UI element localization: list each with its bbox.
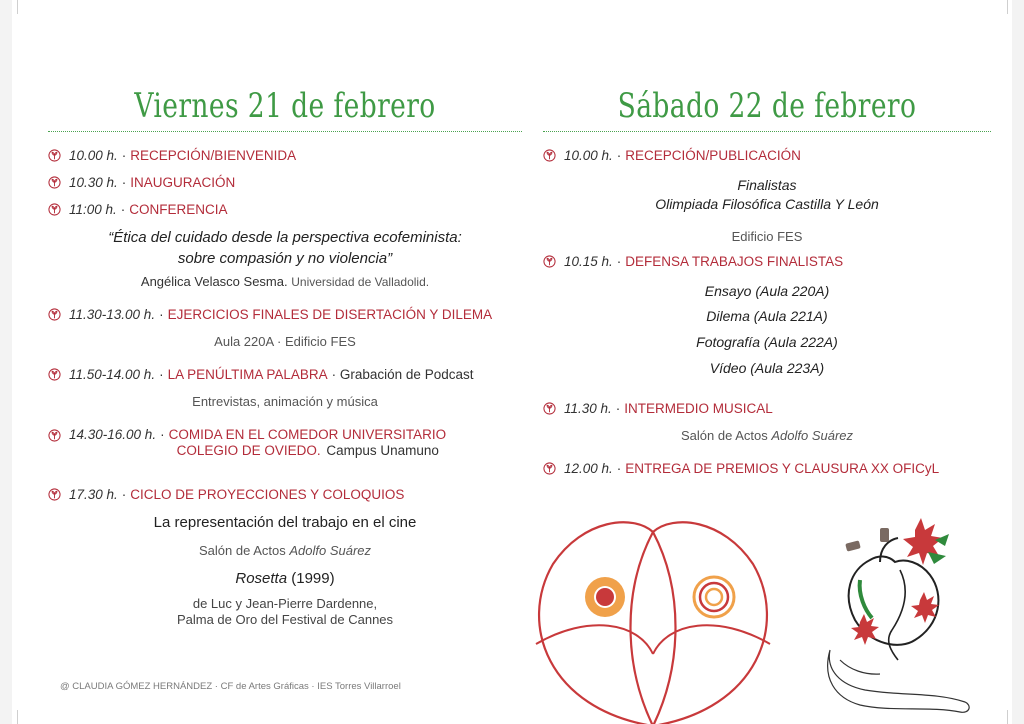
screening-venue <box>48 543 522 558</box>
film-award: Palma de Oro del Festival de Cannes <box>176 612 394 627</box>
venue-prefix: Salón de Actos <box>198 543 286 558</box>
finalists-location: Edificio FES <box>731 229 803 244</box>
conference-quote: “Ética del cuidado desde la perspectiva ecofeminista: <box>108 229 462 246</box>
friday-column <box>48 0 522 724</box>
item-title: INAUGURACIÓN <box>130 175 236 190</box>
venue-prefix: Salón de Actos <box>680 428 768 443</box>
item-title: DEFENSA TRABAJOS FINALISTAS <box>625 254 844 269</box>
schedule-item <box>543 254 843 269</box>
item-separator: · <box>159 367 164 382</box>
item-title-block <box>169 427 447 459</box>
owl-logo-icon <box>528 504 778 724</box>
item-time: 10.00 h. <box>69 148 118 163</box>
schedule-item <box>48 202 228 217</box>
item-separator: · <box>616 461 622 476</box>
schedule-item <box>543 401 773 416</box>
item-time: 17.30 h. <box>69 487 118 502</box>
item-separator: · <box>159 307 164 322</box>
finalists-line: Finalistas <box>737 177 797 193</box>
item-title: INTERMEDIO MUSICAL <box>624 401 773 416</box>
leaf-circle-icon <box>543 149 556 162</box>
saturday-title: Sábado 22 de febrero <box>617 86 917 126</box>
room-item: Ensayo (Aula 220A) <box>704 283 830 299</box>
item-time: 10.15 h. <box>564 254 613 269</box>
item-title: RECEPCIÓN/BIENVENIDA <box>130 148 297 163</box>
schedule-item <box>48 487 404 502</box>
leaf-circle-icon <box>543 402 556 415</box>
speaker-affiliation: Universidad de Valladolid. <box>291 275 430 289</box>
item-separator: · <box>615 401 621 416</box>
heart-flowers-illustration-icon <box>820 500 980 722</box>
item-title: EJERCICIOS FINALES DE DISERTACIÓN Y DILEMA <box>167 307 493 322</box>
item-title: COLEGIO DE OVIEDO. <box>176 443 321 458</box>
crop-mark <box>17 710 18 724</box>
item-time: 14.30-16.00 h. <box>69 427 157 442</box>
item-title: CICLO DE PROYECCIONES Y COLOQUIOS <box>130 487 405 502</box>
footer-credit: @ CLAUDIA GÓMEZ HERNÁNDEZ · CF de Artes Gráficas · IES Torres Villarroel <box>60 681 401 692</box>
item-time: 11.30 h. <box>564 401 612 416</box>
room-item: Fotografía (Aula 222A) <box>696 334 838 350</box>
leaf-circle-icon <box>48 429 61 442</box>
item-time: 11.50-14.00 h. <box>69 367 156 382</box>
film-year: (1999) <box>291 570 335 587</box>
item-time: 10.00 h. <box>564 148 613 163</box>
leaf-circle-icon <box>48 176 61 189</box>
crop-mark <box>1007 0 1008 14</box>
venue-name: Adolfo Suárez <box>771 428 854 443</box>
item-extra: · Grabación de Podcast <box>331 367 474 382</box>
leaf-circle-icon <box>543 462 556 475</box>
leaf-circle-icon <box>48 203 61 216</box>
item-title: COMIDA EN EL COMEDOR UNIVERSITARIO <box>168 427 447 442</box>
leaf-circle-icon <box>48 488 61 501</box>
schedule-item <box>48 367 473 382</box>
item-separator: · <box>121 487 127 502</box>
speaker <box>48 274 522 289</box>
olympiad-name: Olimpiada Filosófica Castilla Y León <box>655 196 879 212</box>
crop-mark <box>1007 710 1008 724</box>
item-separator: · <box>160 427 165 442</box>
item-title: LA PENÚLTIMA PALABRA <box>167 367 328 382</box>
item-separator: · <box>121 175 127 190</box>
item-title: CONFERENCIA <box>129 202 228 217</box>
friday-title: Viernes 21 de febrero <box>134 86 436 126</box>
schedule-item <box>48 307 492 322</box>
leaf-circle-icon <box>48 149 61 162</box>
item-time: 12.00 h. <box>564 461 613 476</box>
title-divider <box>543 131 991 132</box>
schedule-item <box>48 175 235 190</box>
schedule-item <box>48 427 446 459</box>
item-separator: · <box>616 148 622 163</box>
venue-name: Adolfo Suárez <box>289 543 372 558</box>
music-venue <box>543 428 991 443</box>
leaf-circle-icon <box>543 255 556 268</box>
film-title: Rosetta <box>235 570 288 587</box>
leaf-circle-icon <box>48 368 61 381</box>
item-title: RECEPCIÓN/PUBLICACIÓN <box>625 148 801 163</box>
conference-quote: sobre compasión y no violencia” <box>177 250 393 267</box>
screening-topic: La representación del trabajo en el cine <box>153 514 417 531</box>
item-separator: · <box>121 148 127 163</box>
item-time: 11.30-13.00 h. <box>69 307 156 322</box>
item-title: ENTREGA DE PREMIOS Y CLAUSURA XX OFICyL <box>625 461 940 476</box>
podcast-details: Entrevistas, animación y música <box>192 394 378 409</box>
film-directors: de Luc y Jean-Pierre Dardenne, <box>192 596 378 611</box>
schedule-item <box>543 148 801 163</box>
room-item: Dilema (Aula 221A) <box>706 308 828 324</box>
crop-mark <box>17 0 18 14</box>
schedule-item <box>543 461 939 476</box>
item-time: 11:00 h. <box>69 202 117 217</box>
schedule-item <box>48 148 296 163</box>
exercises-location: Aula 220A · Edificio FES <box>214 334 356 349</box>
leaf-circle-icon <box>48 308 61 321</box>
item-extra: Campus Unamuno <box>326 443 439 458</box>
item-time: 10.30 h. <box>69 175 118 190</box>
title-divider <box>48 131 522 132</box>
film <box>48 570 522 587</box>
speaker-name: Angélica Velasco Sesma. <box>140 274 288 289</box>
room-item: Vídeo (Aula 223A) <box>709 360 825 376</box>
item-separator: · <box>120 202 126 217</box>
item-separator: · <box>616 254 622 269</box>
